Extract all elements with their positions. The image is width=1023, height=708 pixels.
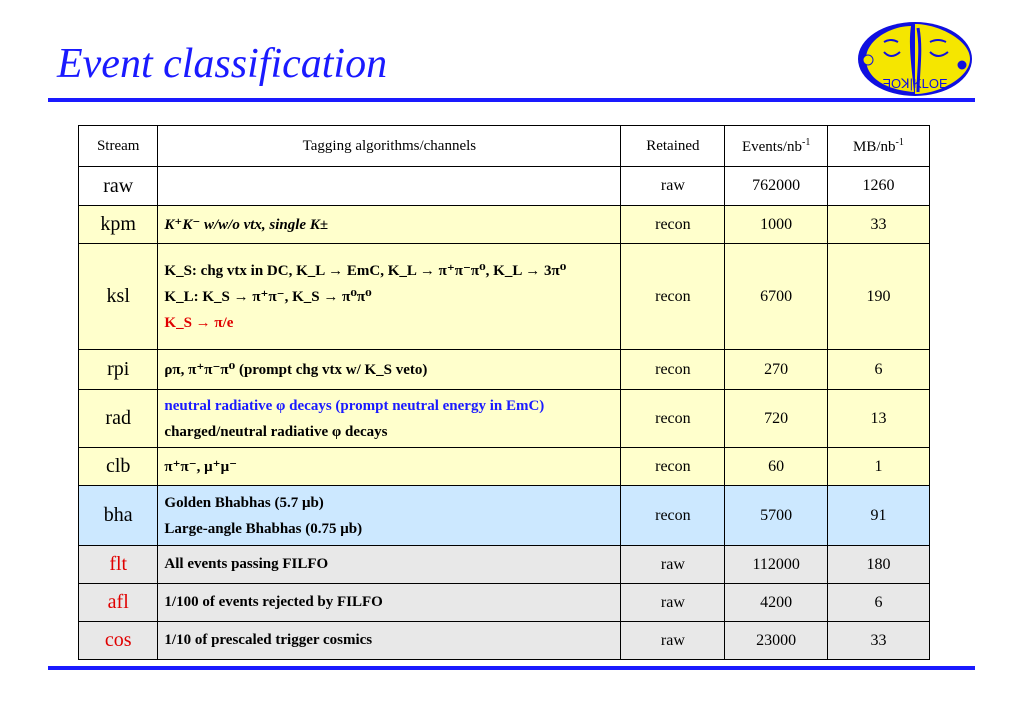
tagging-cell [158,390,621,448]
retained-cell: recon [621,486,725,546]
stream-cell: flt [79,546,158,584]
table-row [79,448,930,486]
mb-cell: 33 [827,206,929,244]
tagging-line: K_L: K_S → π⁺π⁻, K_S → π⁰π⁰ [164,288,372,305]
stream-cell: rad [79,390,158,448]
tagging-cell [158,244,621,350]
events-cell: 1000 [725,206,827,244]
tagging-cell [158,167,621,206]
tagging-cell: K⁺K⁻ w/w/o vtx, single K± [158,206,621,244]
events-cell: 23000 [725,622,827,660]
events-cell: 4200 [725,584,827,622]
events-cell: 6700 [725,244,827,350]
table-header-row [79,126,930,167]
mb-cell: 1260 [827,167,929,206]
events-cell: 720 [725,390,827,448]
stream-cell: clb [79,448,158,486]
table-row [79,622,930,660]
stream-cell: ksl [79,244,158,350]
table-row [79,244,930,350]
retained-cell: recon [621,206,725,244]
tagging-cell: All events passing FILFO [158,546,621,584]
retained-cell: recon [621,350,725,390]
retained-cell: recon [621,390,725,448]
stream-cell: kpm [79,206,158,244]
footer-divider [48,666,975,670]
tagging-line: Large-angle Bhabhas (0.75 μb) [164,520,363,537]
kloe-logo [856,20,974,98]
col-header-retained: Retained [621,126,725,167]
event-classification-table [78,125,930,660]
mb-cell: 190 [827,244,929,350]
col-header-mb: $MB/nb^{-1}$ [827,126,929,167]
tagging-cell: 1/100 of events rejected by FILFO [158,584,621,622]
events-cell: 5700 [725,486,827,546]
tagging-cell: 1/10 of prescaled trigger cosmics [158,622,621,660]
table-row [79,584,930,622]
col-header-events: Events/$nb^{-1}$ [725,126,827,167]
col-header-tagging: Tagging algorithms/channels [158,126,621,167]
mb-cell: 91 [827,486,929,546]
retained-cell: raw [621,622,725,660]
stream-cell: bha [79,486,158,546]
col-header-stream: Stream [79,126,158,167]
events-cell: 112000 [725,546,827,584]
retained-cell: recon [621,244,725,350]
table-row [79,350,930,390]
retained-cell: raw [621,584,725,622]
tagging-line: charged/neutral radiative φ decays [164,423,388,440]
mb-cell: 6 [827,350,929,390]
stream-cell: raw [79,167,158,206]
table-row [79,486,930,546]
events-cell: 762000 [725,167,827,206]
retained-cell: raw [621,167,725,206]
retained-cell: recon [621,448,725,486]
table-row [79,390,930,448]
table-row [79,206,930,244]
table-row [79,167,930,206]
tagging-line: neutral radiative φ decays (prompt neutral energy in EmC) [164,397,545,414]
mb-cell: 13 [827,390,929,448]
tagging-cell: π⁺π⁻, μ⁺μ⁻ [158,448,621,486]
table-row [79,546,930,584]
stream-cell: afl [79,584,158,622]
tagging-line: K_S: chg vtx in DC, K_L → EmC, K_L → π⁺π⁻π⁰, K_L → 3π⁰ [164,262,567,279]
stream-cell: cos [79,622,158,660]
retained-cell: raw [621,546,725,584]
mb-cell: 1 [827,448,929,486]
tagging-line: Golden Bhabhas (5.7 μb) [164,494,324,511]
tagging-line: K_S → π/e [164,314,234,331]
title-divider [48,98,975,102]
svg-text:ƎOꓘ|KLOE: ƎOꓘ|KLOE [882,76,948,91]
stream-cell: rpi [79,350,158,390]
events-cell: 270 [725,350,827,390]
mb-cell: 33 [827,622,929,660]
tagging-cell: ρπ, π⁺π⁻π⁰ (prompt chg vtx w/ K_S veto) [158,350,621,390]
tagging-cell [158,486,621,546]
mb-cell: 6 [827,584,929,622]
mb-cell: 180 [827,546,929,584]
page-title: Event classification [57,41,388,87]
events-cell: 60 [725,448,827,486]
